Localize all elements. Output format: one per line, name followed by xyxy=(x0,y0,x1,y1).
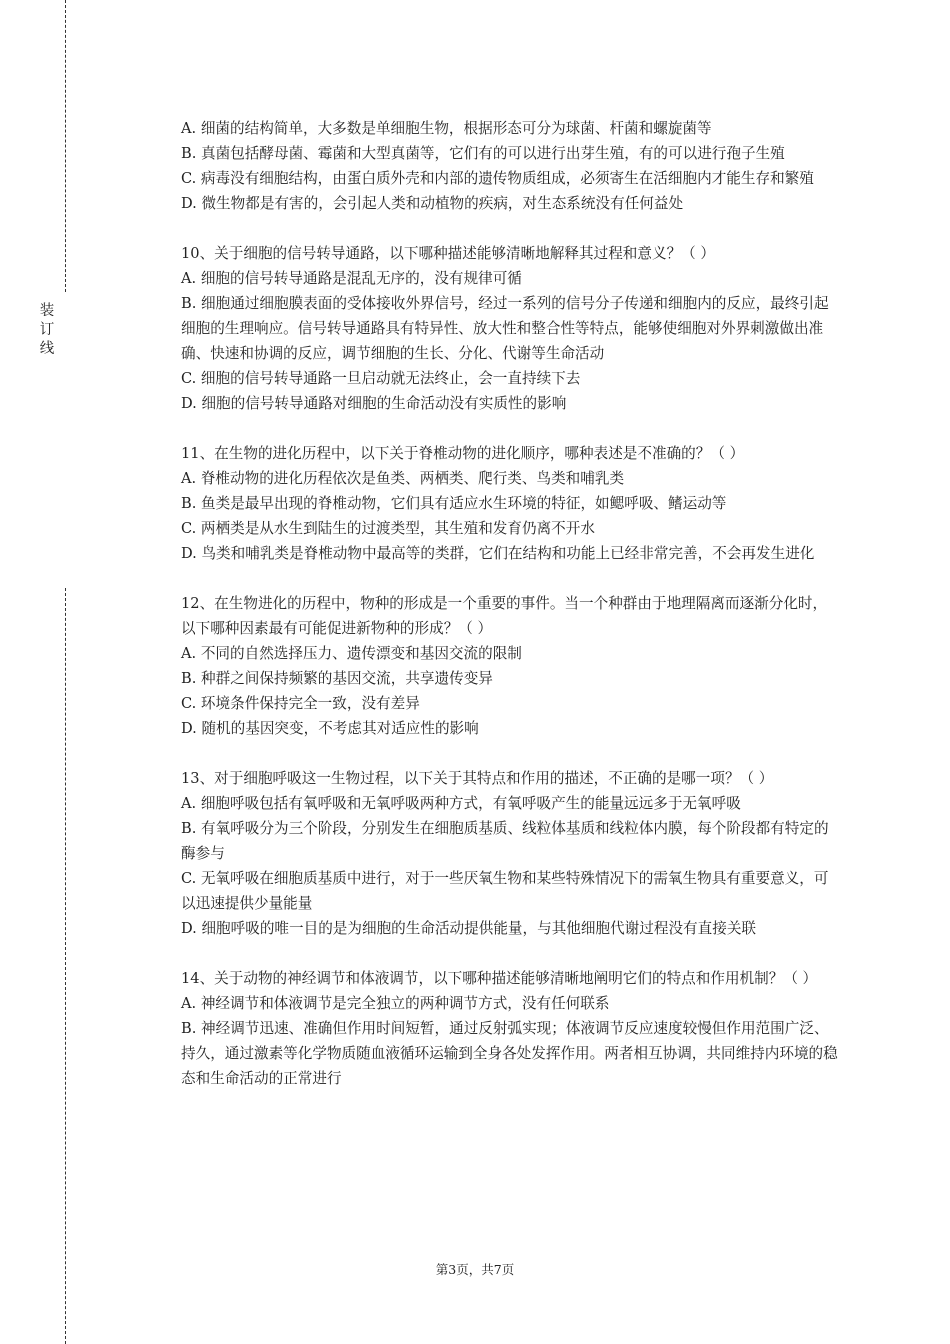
option: B. 种群之间保持频繁的基因交流，共享遗传变异 xyxy=(181,670,493,687)
option: A. 细胞呼吸包括有氧呼吸和无氧呼吸两种方式，有氧呼吸产生的能量远远多于无氧呼吸 xyxy=(181,795,741,812)
question-stem: 13、对于细胞呼吸这一生物过程，以下关于其特点和作用的描述，不正确的是哪一项？（ ） xyxy=(181,770,774,787)
option: D. 细胞的信号转导通路对细胞的生命活动没有实质性的影响 xyxy=(181,395,567,412)
option: D. 随机的基因突变，不考虑其对适应性的影响 xyxy=(181,720,479,737)
question-12 xyxy=(181,591,841,741)
option: B. 神经调节迅速、准确但作用时间短暂，通过反射弧实现；体液调节反应速度较慢但作用范围广泛、持久，通过激素等化学物质随血液循环运输到全身各处发挥作用。两者相互协调，共同维持内环境的稳态和生命活动的正常进行 xyxy=(181,1020,838,1087)
option: D. 鸟类和哺乳类是脊椎动物中最高等的类群，它们在结构和功能上已经非常完善，不会再发生进化 xyxy=(181,545,815,562)
option: B. 有氧呼吸分为三个阶段，分别发生在细胞质基质、线粒体基质和线粒体内膜，每个阶段都有特定的酶参与 xyxy=(181,820,829,862)
option: B. 鱼类是最早出现的脊椎动物，它们具有适应水生环境的特征，如鳃呼吸、鳍运动等 xyxy=(181,495,727,512)
exam-content xyxy=(181,116,841,1091)
binding-line-top xyxy=(65,0,66,292)
question-stem: 12、在生物进化的历程中，物种的形成是一个重要的事件。当一个种群由于地理隔离而逐渐分化时，以下哪种因素最有可能促进新物种的形成？（ ） xyxy=(181,595,828,637)
option: A. 细菌的结构简单，大多数是单细胞生物，根据形态可分为球菌、杆菌和螺旋菌等 xyxy=(181,120,712,137)
option: C. 无氧呼吸在细胞质基质中进行，对于一些厌氧生物和某些特殊情况下的需氧生物具有重要意义，可以迅速提供少量能量 xyxy=(181,870,829,912)
binding-label xyxy=(38,302,56,359)
option: C. 环境条件保持完全一致，没有差异 xyxy=(181,695,420,712)
binding-char: 线 xyxy=(39,341,55,357)
question-13 xyxy=(181,766,841,941)
option: A. 细胞的信号转导通路是混乱无序的，没有规律可循 xyxy=(181,270,522,287)
question-9-options xyxy=(181,116,841,216)
question-stem: 11、在生物的进化历程中，以下关于脊椎动物的进化顺序，哪种表述是不准确的？（ ） xyxy=(181,445,745,462)
option: B. 细胞通过细胞膜表面的受体接收外界信号，经过一系列的信号分子传递和细胞内的反应，最终引起细胞的生理响应。信号转导通路具有特异性、放大性和整合性等特点，能够使细胞对外界刺激做出准确、快速和协调的反应，调节细胞的生长、分化、代谢等生命活动 xyxy=(181,295,829,362)
question-stem: 10、关于细胞的信号转导通路，以下哪种描述能够清晰地解释其过程和意义？（ ） xyxy=(181,245,715,262)
binding-line-bottom xyxy=(65,588,66,1344)
option: C. 细胞的信号转导通路一旦启动就无法终止，会一直持续下去 xyxy=(181,370,581,387)
question-14 xyxy=(181,966,841,1091)
binding-char: 装 xyxy=(39,303,55,319)
option: A. 不同的自然选择压力、遗传漂变和基因交流的限制 xyxy=(181,645,522,662)
option: C. 两栖类是从水生到陆生的过渡类型，其生殖和发育仍离不开水 xyxy=(181,520,595,537)
option: A. 脊椎动物的进化历程依次是鱼类、两栖类、爬行类、鸟类和哺乳类 xyxy=(181,470,625,487)
option: A. 神经调节和体液调节是完全独立的两种调节方式，没有任何联系 xyxy=(181,995,610,1012)
option: D. 细胞呼吸的唯一目的是为细胞的生命活动提供能量，与其他细胞代谢过程没有直接关联 xyxy=(181,920,757,937)
option: C. 病毒没有细胞结构，由蛋白质外壳和内部的遗传物质组成，必须寄生在活细胞内才能生存和繁殖 xyxy=(181,170,814,187)
question-11 xyxy=(181,441,841,566)
option: D. 微生物都是有害的，会引起人类和动植物的疾病，对生态系统没有任何益处 xyxy=(181,195,684,212)
option: B. 真菌包括酵母菌、霉菌和大型真菌等，它们有的可以进行出芽生殖，有的可以进行孢子生殖 xyxy=(181,145,785,162)
binding-char: 订 xyxy=(39,322,55,338)
question-10 xyxy=(181,241,841,416)
page-footer: 第3页，共7页 xyxy=(435,1262,515,1277)
question-stem: 14、关于动物的神经调节和体液调节，以下哪种描述能够清晰地阐明它们的特点和作用机制？（ ） xyxy=(181,970,818,987)
